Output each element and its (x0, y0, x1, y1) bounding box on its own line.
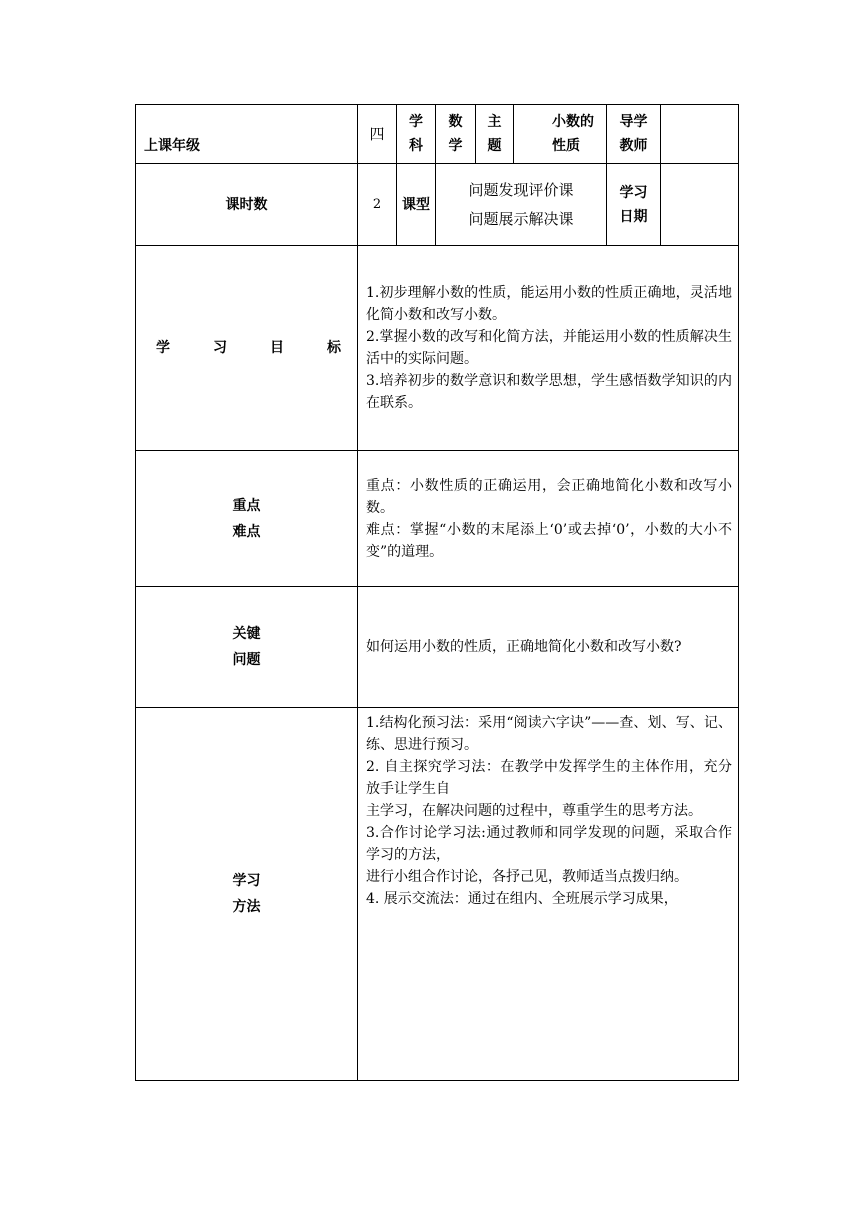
key-question-label-line-2: 问题 (232, 652, 261, 668)
type-value-1: 问题发现评价课 (468, 180, 574, 199)
type-values (436, 164, 607, 246)
teacher-label-line-2: 教师 (619, 138, 648, 154)
key-question-label (136, 587, 358, 708)
goal-item-2: 2.掌握小数的改写和化简方法，并能运用小数的性质解决生活中的实际问题。 (366, 329, 732, 367)
key-question-row (136, 587, 739, 708)
date-label (607, 164, 661, 246)
key-points-label-line-2: 难点 (232, 523, 261, 540)
type-label: 课型 (397, 164, 436, 246)
goals-label (136, 246, 358, 451)
date-value (661, 164, 739, 246)
goal-item-3: 3.培养初步的数学意识和数学思想，学生感悟数学知识的内在联系。 (366, 373, 732, 411)
hours-value: 2 (358, 164, 397, 246)
goals-label-char-1: 学 (156, 340, 170, 356)
method-item-3: 主学习，在解决问题的过程中，尊重学生的思考方法。 (366, 803, 702, 819)
subject-label (397, 105, 436, 164)
subject-label-line-2: 科 (409, 138, 423, 154)
topic-value (514, 105, 607, 164)
method-item-4: 3.合作讨论学习法:通过教师和同学发现的问题，采取合作学习的方法， (366, 825, 732, 863)
methods-label-line-1: 学习 (232, 873, 261, 889)
method-item-2: 2. 自主探究学习法：在教学中发挥学生的主体作用，充分放手让学生自 (366, 759, 732, 797)
key-question-label-line-1: 关键 (232, 626, 261, 642)
methods-content (358, 708, 739, 1081)
header-row (136, 105, 739, 164)
date-label-line-2: 日期 (619, 208, 648, 225)
key-point-item-2: 难点：掌握“小数的末尾添上‘0’或去掉‘0’，小数的大小不变”的道理。 (366, 521, 732, 560)
methods-row (136, 708, 739, 1081)
key-question-text: 如何运用小数的性质，正确地简化小数和改写小数? (366, 639, 682, 655)
lesson-plan-table (135, 104, 739, 1081)
goal-item-1: 1.初步理解小数的性质，能运用小数的性质正确地，灵活地化简小数和改写小数。 (366, 285, 732, 323)
method-item-1: 1.结构化预习法：采用“阅读六字诀”——查、划、写、记、练、思进行预习。 (366, 715, 732, 753)
grade-value: 四 (358, 105, 397, 164)
subject-label-line-1: 学 (409, 114, 423, 130)
topic-label-line-1: 主 (487, 114, 502, 130)
method-item-5: 进行小组合作讨论，各抒己见，教师适当点拨归纳。 (366, 869, 688, 885)
date-label-line-1: 学习 (619, 184, 648, 201)
topic-value-line-1: 小数的 (552, 114, 594, 130)
type-value-2: 问题展示解决课 (468, 209, 574, 228)
teacher-value (661, 105, 739, 164)
subject-value-line-1: 数 (448, 114, 463, 130)
topic-label-line-2: 题 (487, 138, 502, 154)
grade-label: 上课年级 (136, 105, 358, 164)
hours-label: 课时数 (136, 164, 358, 246)
methods-label (136, 708, 358, 1081)
subject-value-line-2: 学 (448, 138, 463, 154)
topic-value-line-2: 性质 (552, 138, 580, 154)
goals-label-char-4: 标 (327, 340, 341, 356)
key-points-content (358, 451, 739, 587)
goals-label-char-3: 目 (270, 340, 284, 356)
key-point-item-1: 重点：小数性质的正确运用，会正确地简化小数和改写小数。 (366, 477, 732, 516)
key-points-row (136, 451, 739, 587)
method-item-6: 4. 展示交流法：通过在组内、全班展示学习成果， (366, 891, 678, 907)
teacher-label-line-1: 导学 (619, 114, 648, 130)
lesson-row (136, 164, 739, 246)
goals-row (136, 246, 739, 451)
key-points-label-line-1: 重点 (232, 497, 261, 514)
key-question-content (358, 587, 739, 708)
teacher-label (607, 105, 661, 164)
goals-content (358, 246, 739, 451)
goals-label-char-2: 习 (213, 340, 227, 356)
key-points-label (136, 451, 358, 587)
methods-label-line-2: 方法 (232, 899, 261, 915)
subject-value (436, 105, 476, 164)
topic-label (476, 105, 514, 164)
